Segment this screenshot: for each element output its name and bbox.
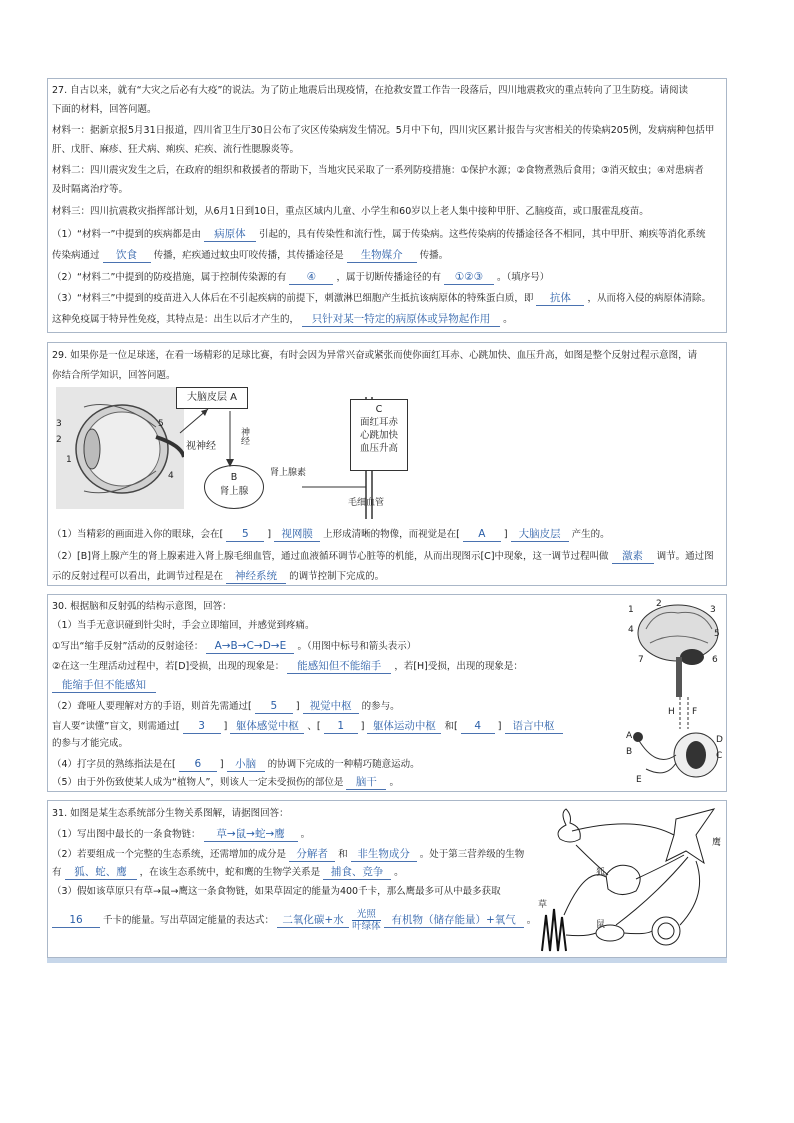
adrenal-label: 肾上腺 — [219, 486, 249, 497]
brain-illustration — [626, 599, 724, 789]
adrenal-gland — [204, 465, 264, 509]
q31-equation-arrow — [352, 909, 381, 932]
q30-text: 。 — [389, 777, 399, 788]
q27-sub1-cont — [52, 248, 448, 263]
q31-text: 。 — [394, 867, 404, 878]
q29-text: ] — [267, 529, 272, 540]
brain-label-3: 3 — [710, 605, 716, 615]
q31-s3-cont — [52, 909, 536, 932]
optic-nerve-label: 视神经 — [186, 441, 216, 452]
q30-answer-3: 能缩手但不能感知 — [52, 678, 156, 693]
q29-answer-4: 大脑皮层 — [511, 527, 569, 542]
eye-label-2: 2 — [56, 435, 62, 445]
eye-label-3: 3 — [56, 419, 62, 429]
q30-s4 — [52, 699, 400, 714]
q30-answer-10: 4 — [461, 719, 495, 734]
eye-label-1: 1 — [66, 455, 72, 465]
q30-answer-8: 1 — [324, 719, 358, 734]
q27-text: 传染病通过 — [52, 250, 100, 261]
q30-text: 、[ — [307, 721, 321, 732]
q31-text: 。 — [300, 829, 311, 840]
q27-material2b: 及时隔离治疗等。 — [52, 184, 129, 195]
cortex-label: 大脑皮层 A — [186, 392, 238, 403]
q30-answer-9: 躯体运动中枢 — [367, 719, 441, 734]
q29-text: 上形成清晰的物像，而视觉是在[ — [323, 529, 460, 540]
q30-text: ] — [497, 721, 502, 732]
q31-text: 千卡的能量。写出草固定能量的表达式： — [103, 915, 275, 926]
q27-sub1 — [52, 227, 705, 242]
q30-text: ②在这一生理活动过程中，若[D]受损，出现的现象是： — [52, 661, 285, 672]
question-27-box — [47, 78, 727, 333]
q27-material1a: 材料一：据新京报5月31日报道，四川省卫生厅30日公布了灾区传染病发生情况。5月中下旬，四川灾区累计报告与灾害相关的传染病205例，发病病种包括甲 — [52, 125, 715, 136]
q27-text: ，属于切断传播途径的有 — [336, 272, 441, 283]
q30-s7 — [52, 757, 420, 772]
q30-text: 盲人要“读懂”盲文，则需通过[ — [52, 721, 180, 732]
q30-text: （2）聋哑人要理解对方的手语，则首先需通过[ — [52, 701, 252, 712]
eye-diagram — [56, 387, 184, 509]
q30-text: ①写出“缩手反射”活动的反射途径： — [52, 641, 204, 652]
q27-answer-5: ①②③ — [444, 270, 494, 285]
q29-text: （2）[B]肾上腺产生的肾上腺素进入肾上腺毛细血管，通过血液循环调节心脏等的机能，从而出现图示[C]中现象，这一调节过程叫做 — [52, 551, 609, 562]
question-30-box — [47, 594, 727, 792]
q31-text: 。处于第三营养级的生物 — [419, 849, 525, 860]
q27-text: 。 — [503, 314, 513, 325]
q30-s1: （1）当手无意识碰到针尖时，手会立即缩回，并感觉到疼痛。 — [52, 620, 315, 631]
q31-answer-4: 狐、蛇、鹰 — [65, 865, 137, 880]
q27-text: 引起的，具有传染性和流行性，属于传染病。这些传染病的传播途径各不相同，其中甲肝、痢疾等消化系统 — [258, 229, 706, 240]
q30-answer-5: 视觉中枢 — [303, 699, 359, 714]
q30-text: ] — [295, 701, 300, 712]
q27-text: 这种免疫属于特异性免疫，其特点是：出生以后才产生的， — [52, 314, 300, 325]
q27-text: 传播，疟疾通过蚊虫叮咬传播，其传播途径是 — [153, 250, 344, 261]
q30-s6: 的参与才能完成。 — [52, 738, 129, 749]
brain-label-6: 6 — [712, 655, 718, 665]
q27-sub3 — [52, 291, 711, 306]
grass-label: 草 — [538, 900, 548, 910]
q29-answer-1: 5 — [226, 527, 264, 542]
hawk-label: 鹰 — [712, 838, 722, 848]
q30-line1: 30. 根据脑和反射弧的结构示意图，回答： — [52, 601, 232, 612]
bottom-bar — [47, 958, 727, 963]
q29-line2: 你结合所学知识，回答问题。 — [52, 370, 176, 381]
arc-label-C: C — [716, 751, 723, 761]
brain-reflex-diagram — [626, 599, 724, 789]
q27-answer-6: 抗体 — [536, 291, 584, 306]
q30-text: ] — [223, 721, 228, 732]
q29-text: （1）当精彩的画面进入你的眼球，会在[ — [52, 529, 224, 540]
q27-sub2 — [52, 270, 549, 285]
nerve-label: 神经 — [239, 427, 249, 445]
q29-answer-3: A — [463, 527, 501, 542]
equation-condition-bottom: 叶绿体 — [352, 921, 381, 932]
q27-text: （1）“材料一”中提到的疾病都是由 — [52, 229, 201, 240]
q27-text: 传播。 — [419, 250, 449, 261]
brain-label-5: 5 — [714, 629, 720, 639]
q31-text: 。 — [526, 915, 537, 926]
effect-2: 心跳加快 — [359, 430, 398, 441]
q30-text: （5）由于外伤致使某人成为“植物人”，则该人一定未受损伤的部位是 — [52, 777, 344, 788]
capillary-label: 毛细血管 — [348, 498, 385, 508]
brain-label-2: 2 — [656, 599, 662, 609]
effect-letter: C — [375, 404, 383, 415]
effect-box — [350, 399, 408, 471]
q30-answer-12: 6 — [179, 757, 217, 772]
q31-answer-5: 捕食、竞争 — [323, 865, 391, 880]
q30-text: ] — [360, 721, 365, 732]
q29-sub2-cont — [52, 569, 384, 584]
q31-line1: 31. 如图是某生态系统部分生物关系图解，请据图回答： — [52, 808, 289, 819]
q30-answer-1: A→B→C→D→E — [206, 639, 294, 654]
eye-label-5: 5 — [158, 419, 164, 429]
q31-answer-6: 16 — [52, 913, 100, 928]
q27-sub3-cont — [52, 312, 513, 327]
q27-material3: 材料三：四川抗震救灾指挥部计划，从6月1日到10日，重点区域内儿童、小学生和60岁以上老人集中接种甲肝、乙脑疫苗，或口服霍乱疫苗。 — [52, 206, 649, 217]
q30-answer-6: 3 — [183, 719, 221, 734]
effect-3: 血压升高 — [359, 443, 398, 454]
hormone-label: 肾上腺素 — [270, 468, 307, 478]
q29-answer-2: 视网膜 — [274, 527, 320, 542]
q30-answer-2: 能感知但不能缩手 — [287, 659, 391, 674]
rat-label: 鼠 — [596, 920, 606, 930]
q29-sub1 — [52, 527, 610, 542]
q30-text: 和[ — [444, 721, 458, 732]
q29-text: 的调节控制下完成的。 — [289, 571, 385, 582]
arc-label-F: F — [692, 707, 698, 717]
q31-answer-2: 分解者 — [289, 847, 335, 862]
q31-s3: （3）假如该草原只有草→鼠→鹰这一条食物链，如果草固定的能量为400千卡，那么鹰最多可从中最多获取 — [52, 886, 501, 897]
q27-text: （2）“材料二”中提到的防疫措施，属于控制传染源的有 — [52, 272, 287, 283]
q30-answer-4: 5 — [255, 699, 293, 714]
q29-line1: 29. 如果你是一位足球迷，在看一场精彩的足球比赛，有时会因为异常兴奋或紧张而使你面红耳赤、心跳加快、血压升高，如图是整个反射过程示意图，请 — [52, 350, 698, 361]
q30-text: ] — [219, 759, 224, 770]
q31-answer-3: 非生物成分 — [351, 847, 417, 862]
food-web-illustration — [536, 805, 722, 955]
q31-text: ，在该生态系统中，蛇和鹰的生物学关系是 — [139, 867, 321, 878]
q31-s2-cont — [52, 865, 404, 880]
q31-text: （2）若要组成一个完整的生态系统，还需增加的成分是 — [52, 849, 287, 860]
arc-label-A: A — [626, 731, 633, 741]
fox-label: 狐 — [596, 868, 606, 878]
q30-answer-7: 躯体感觉中枢 — [230, 719, 304, 734]
effect-1: 面红耳赤 — [359, 417, 398, 428]
q29-answer-6: 神经系统 — [226, 569, 286, 584]
q31-equation-left: 二氧化碳+水 — [277, 913, 349, 928]
arc-label-E: E — [636, 775, 642, 785]
q27-answer-2: 饮食 — [103, 248, 151, 263]
q27-text: 。（填序号） — [497, 272, 550, 283]
q29-text: 示的反射过程可以看出，此调节过程是在 — [52, 571, 224, 582]
q30-s2 — [52, 639, 416, 654]
q30-text: 的参与。 — [361, 701, 400, 712]
q30-answer-13: 小脑 — [227, 757, 265, 772]
q27-answer-3: 生物媒介 — [347, 248, 417, 263]
q27-text: （3）“材料三”中提到的疫苗进入人体后在不引起疾病的前提下，刺激淋巴细胞产生抵抗该病原体的特殊蛋白质，即 — [52, 293, 534, 304]
q31-s1 — [52, 827, 310, 842]
q27-material1b: 肝、戊肝、麻疹、狂犬病、痢疾、疟疾、流行性腮腺炎等。 — [52, 144, 300, 155]
q30-text: 的协调下完成的一种精巧随意运动。 — [267, 759, 420, 770]
q29-answer-5: 激素 — [612, 549, 654, 564]
brain-label-4: 4 — [628, 625, 634, 635]
q30-s3-cont — [52, 678, 156, 693]
q31-text: 和 — [338, 849, 348, 860]
arc-label-D: D — [716, 735, 723, 745]
q27-answer-4: ④ — [289, 270, 333, 285]
question-31-box — [47, 800, 727, 958]
q30-text: 。（用图中标号和箭头表示） — [297, 641, 417, 652]
q30-text: ，若[H]受损，出现的现象是： — [394, 661, 523, 672]
q31-text: 有 — [52, 867, 62, 878]
q27-text: ，从而将入侵的病原体清除。 — [587, 293, 711, 304]
eye-illustration — [56, 387, 184, 509]
q31-s2 — [52, 847, 524, 862]
equation-condition-top: 光照 — [352, 909, 381, 921]
q31-text: （1）写出图中最长的一条食物链： — [52, 829, 201, 840]
food-web-diagram — [536, 805, 722, 955]
q30-answer-11: 语言中枢 — [505, 719, 563, 734]
q27-answer-1: 病原体 — [204, 227, 256, 242]
adrenal-letter: B — [230, 472, 238, 483]
q30-s3 — [52, 659, 523, 674]
brain-label-7: 7 — [638, 655, 644, 665]
q27-material2a: 材料二：四川震灾发生之后，在政府的组织和救援者的帮助下，当地灾民采取了一系列防疫措施：①保护水源；②食物煮熟后食用；③消灭蚊虫；④对患病者 — [52, 165, 704, 176]
arc-label-B: B — [626, 747, 633, 757]
q29-text: ] — [503, 529, 508, 540]
q29-text: 产生的。 — [571, 529, 610, 540]
q30-answer-14: 脑干 — [346, 775, 386, 790]
q31-answer-1: 草→鼠→蛇→鹰 — [204, 827, 298, 842]
q30-s8 — [52, 775, 399, 790]
eye-label-4: 4 — [168, 471, 174, 481]
q27-line1: 27. 自古以来，就有“大灾之后必有大疫”的说法。为了防止地震后出现疫情，在抢救安置工作告一段落后，四川地震救灾的重点转向了卫生防疫。请阅读 — [52, 85, 688, 96]
question-29-box — [47, 342, 727, 586]
arc-label-H: H — [668, 707, 675, 717]
q29-sub2 — [52, 549, 714, 564]
q30-text: （4）打字员的熟练指法是在[ — [52, 759, 176, 770]
q31-equation-right: 有机物（储存能量）+氧气 — [384, 913, 524, 928]
q30-s5 — [52, 719, 563, 734]
q29-text: 调节。通过图 — [656, 551, 714, 562]
brain-label-1: 1 — [628, 605, 634, 615]
q27-answer-7: 只针对某一特定的病原体或异物起作用 — [302, 312, 500, 327]
q27-line2: 下面的材料，回答问题。 — [52, 104, 157, 115]
